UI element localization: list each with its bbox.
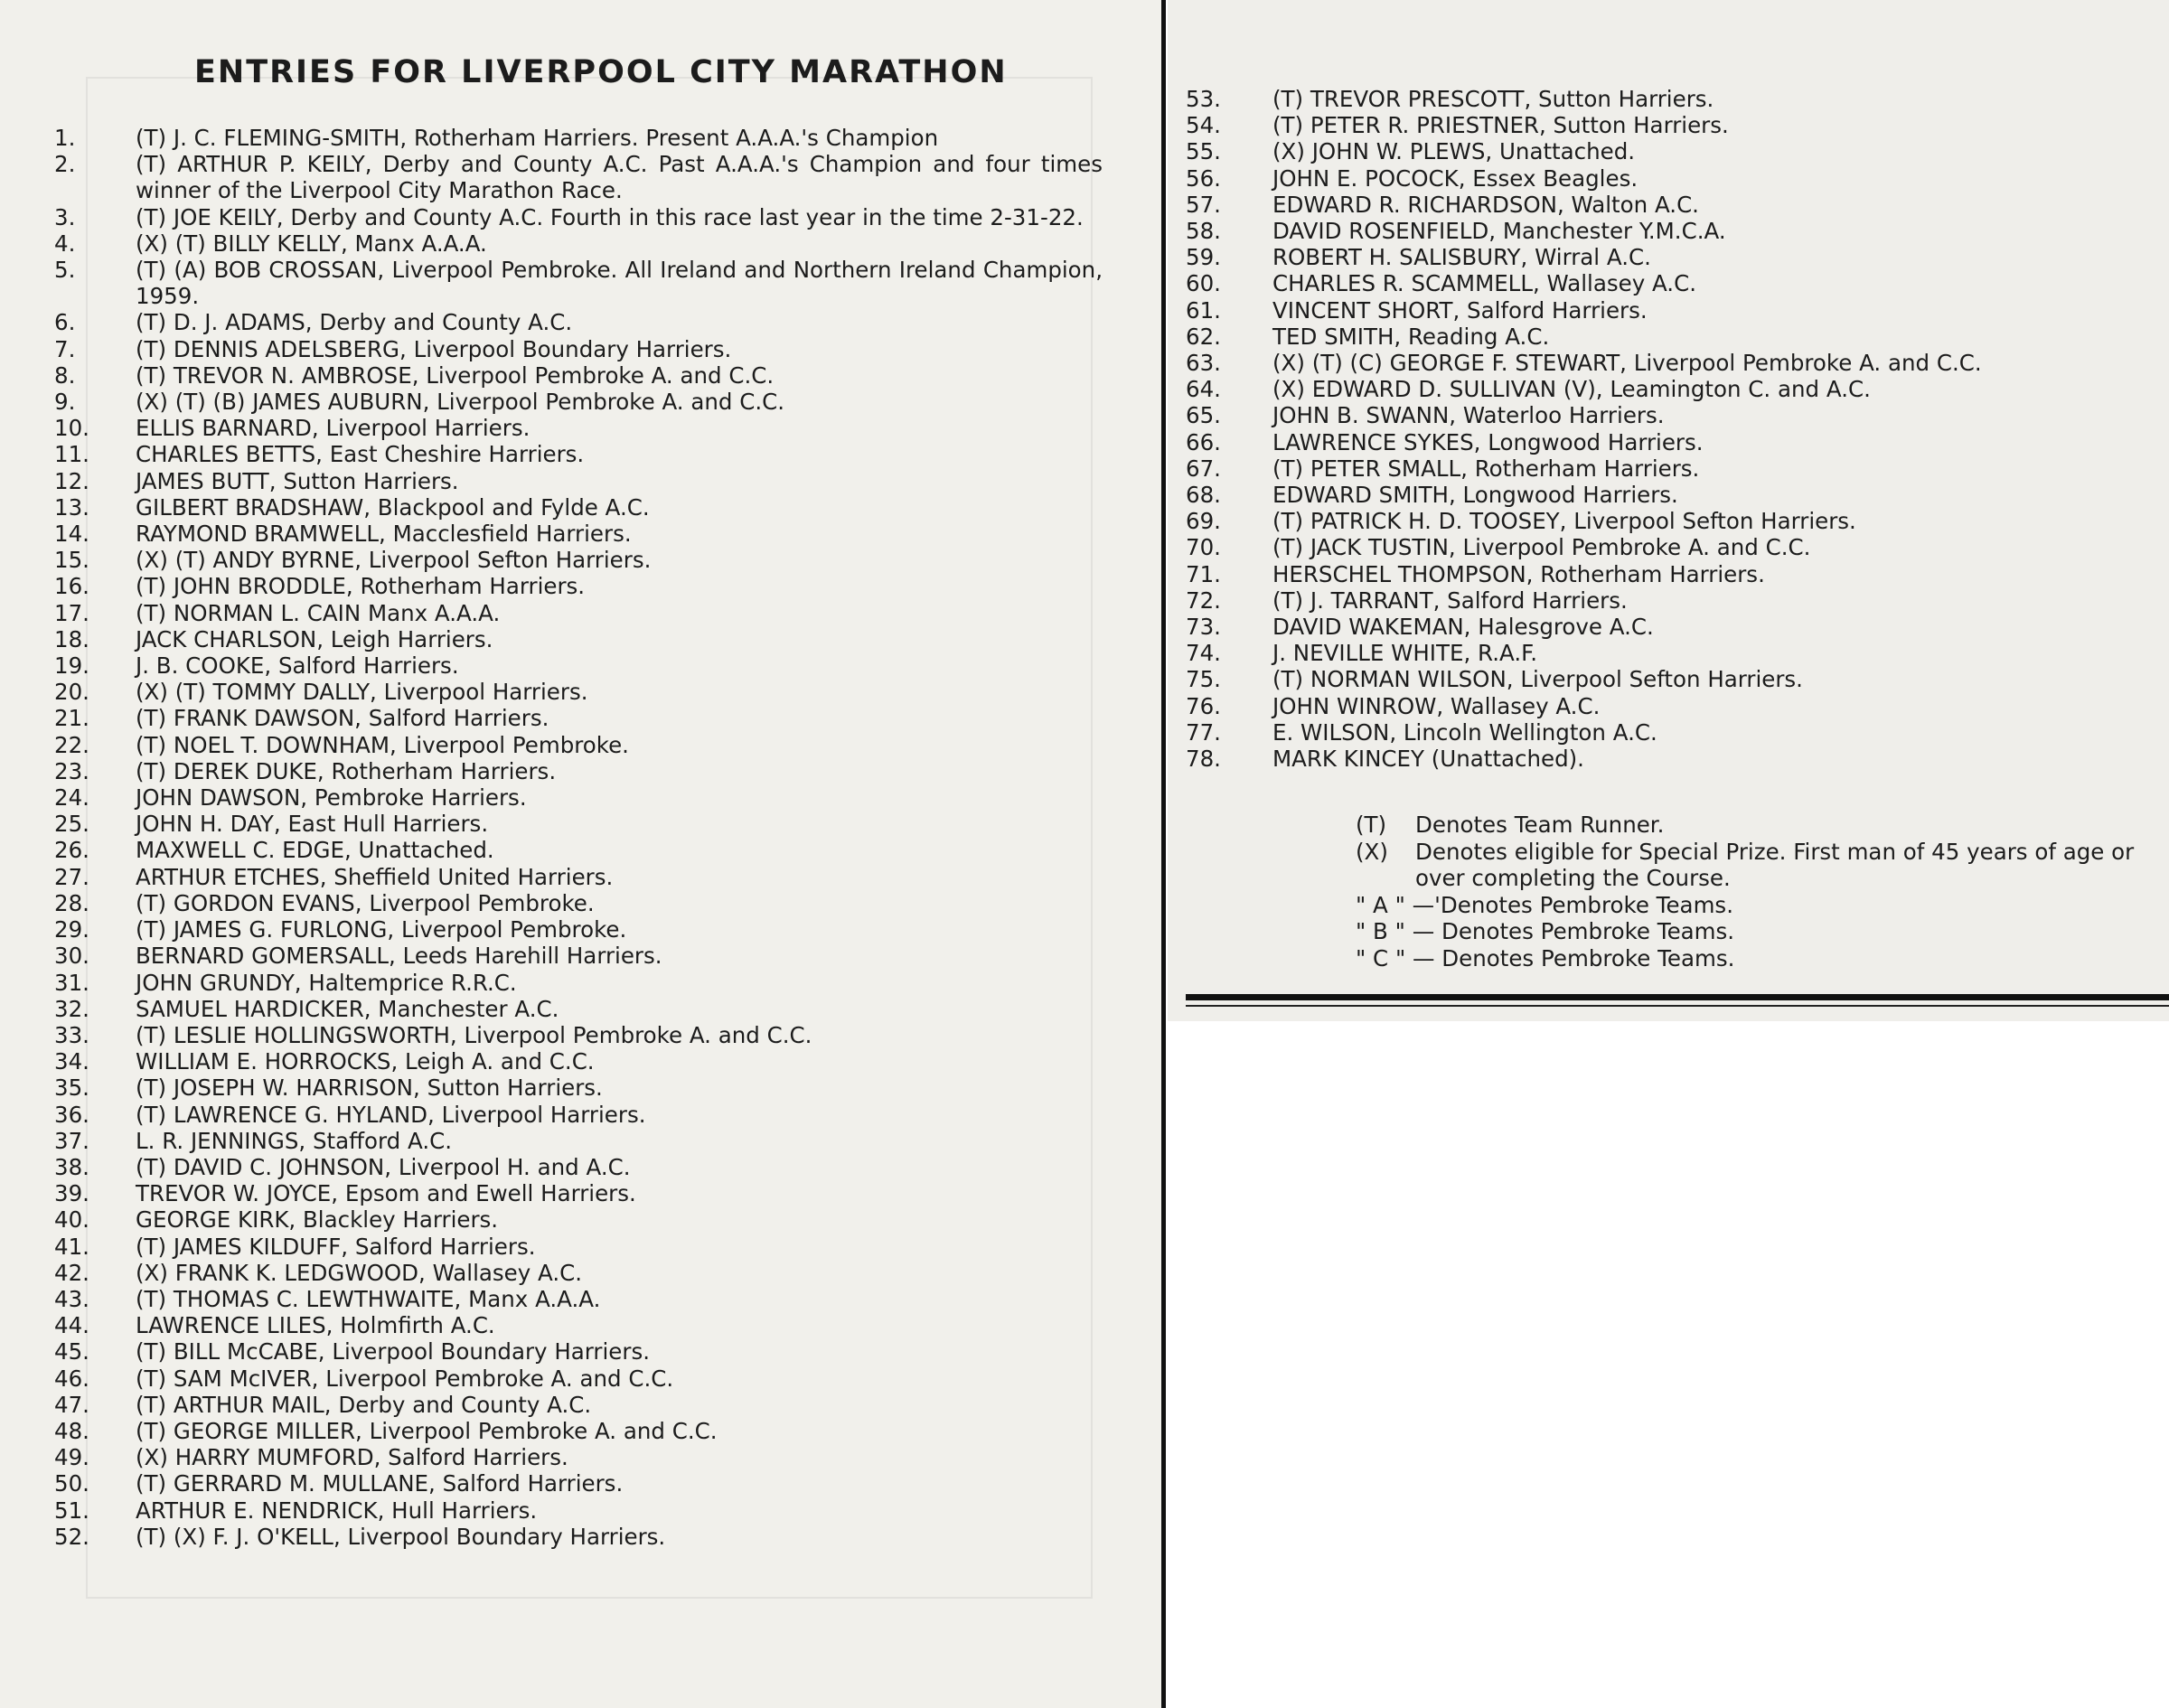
entry-row [54,415,1103,441]
entry-row [54,679,1103,705]
entry-row [1186,587,2162,614]
entry-text: (T) JAMES KILDUFF, Salford Harriers. [136,1233,536,1260]
entry-text: (T) LAWRENCE G. HYLAND, Liverpool Harriers. [136,1101,646,1128]
entry-number: 68. [1186,482,1221,509]
entry-row [54,1338,1103,1365]
entry-text: (T) D. J. ADAMS, Derby and County A.C. [136,309,573,336]
entry-text: (T) DEREK DUKE, Rotherham Harriers. [136,757,557,784]
entry-number: 30. [54,943,89,970]
legend-item-team [1356,812,2160,839]
entries-column-right [1186,86,2162,772]
entry-number: 56. [1186,164,1221,192]
entry-row [54,1365,1103,1392]
entry-text: JOHN DAWSON, Pembroke Harriers. [136,784,527,812]
entry-row [54,1312,1103,1338]
entry-number: 2. [54,151,76,178]
entry-row [54,1022,1103,1048]
entry-number: 63. [1186,350,1221,377]
entry-number: 8. [54,361,76,389]
entry-text: (T) TREVOR PRESCOTT, Sutton Harriers. [1272,86,1714,112]
entry-text: (T) NORMAN WILSON, Liverpool Sefton Harriers. [1272,666,1803,693]
entry-text: (T) ARTHUR P. KEILY, Derby and County A.C. Past A.A.A.'s Champion and four times winner of the Liverpool City Marathon Race. [136,151,1103,204]
entry-row [1186,508,2162,534]
entry-number: 11. [54,441,89,468]
entry-number: 13. [54,493,89,521]
entry-text: (X) (T) ANDY BYRNE, Liverpool Sefton Harriers. [136,547,652,574]
entry-text: (X) (T) (C) GEORGE F. STEWART, Liverpool Pembroke A. and C.C. [1272,350,1982,377]
entry-text: EDWARD SMITH, Longwood Harriers. [1272,482,1678,509]
entry-number: 48. [54,1417,89,1444]
entry-row [54,1524,1103,1550]
entry-number: 74. [1186,640,1221,667]
entry-text: JOHN WINROW, Wallasey A.C. [1272,692,1601,719]
entry-number: 39. [54,1180,89,1207]
entry-number: 18. [54,625,89,652]
entry-number: 22. [54,731,89,758]
entry-number: 15. [54,547,89,574]
entry-row [1186,666,2162,692]
entry-number: 31. [54,969,89,996]
entry-number: 54. [1186,112,1221,139]
entry-number: 44. [54,1312,89,1339]
entry-number: 12. [54,467,89,494]
entry-text: WILLIAM E. HORROCKS, Leigh A. and C.C. [136,1048,595,1075]
entry-number: 65. [1186,402,1221,429]
entry-number: 42. [54,1259,89,1286]
entry-number: 40. [54,1206,89,1234]
entry-number: 67. [1186,455,1221,482]
legend [1356,812,2160,972]
entry-text: (T) JOSEPH W. HARRISON, Sutton Harriers. [136,1075,603,1102]
entry-number: 3. [54,203,76,230]
entry-number: 10. [54,415,89,442]
entry-number: 37. [54,1127,89,1154]
entry-number: 19. [54,652,89,680]
entry-row [54,626,1103,652]
entry-row [1186,746,2162,772]
entry-number: 33. [54,1021,89,1048]
entry-row [1186,455,2162,482]
entry-row [54,309,1103,335]
entry-row [54,547,1103,573]
entry-number: 17. [54,599,89,626]
entry-number: 35. [54,1075,89,1102]
entry-number: 9. [54,389,76,416]
entry-number: 29. [54,916,89,943]
entry-row [54,758,1103,784]
entry-text: JOHN H. DAY, East Hull Harriers. [136,811,489,838]
entry-row [1186,350,2162,376]
entry-row [54,1470,1103,1497]
entry-text: CHARLES BETTS, East Cheshire Harriers. [136,441,585,468]
entry-number: 61. [1186,296,1221,324]
entry-row [1186,561,2162,587]
entry-number: 20. [54,679,89,706]
entry-number: 21. [54,705,89,732]
entry-number: 14. [54,521,89,548]
entry-text: (T) NORMAN L. CAIN Manx A.A.A. [136,599,501,626]
entry-number: 60. [1186,270,1221,297]
entry-row [54,784,1103,811]
entry-text: (T) ARTHUR MAIL, Derby and County A.C. [136,1391,592,1418]
entry-text: CHARLES R. SCAMMELL, Wallasey A.C. [1272,270,1696,297]
entry-number: 46. [54,1365,89,1392]
entry-text: ROBERT H. SALISBURY, Wirral A.C. [1272,244,1651,271]
entry-text: BERNARD GOMERSALL, Leeds Harehill Harriers. [136,943,662,970]
entry-text: SAMUEL HARDICKER, Manchester A.C. [136,995,559,1022]
entry-text: (X) FRANK K. LEDGWOOD, Wallasey A.C. [136,1259,583,1286]
entry-text: JOHN B. SWANN, Waterloo Harriers. [1272,402,1665,429]
entry-row [54,494,1103,521]
entry-number: 55. [1186,138,1221,165]
entry-row [54,705,1103,731]
entry-row [54,1075,1103,1101]
entry-number: 71. [1186,560,1221,587]
entry-text: (T) JAMES G. FURLONG, Liverpool Pembroke. [136,916,627,943]
entry-row [1186,112,2162,138]
entry-text: (X) EDWARD D. SULLIVAN (V), Leamington C. and A.C. [1272,376,1871,403]
entry-row [54,916,1103,943]
entry-text: (T) JOE KEILY, Derby and County A.C. Fourth in this race last year in the time 2-31-22. [136,203,1084,230]
entry-number: 49. [54,1444,89,1471]
entry-number: 25. [54,811,89,838]
entry-row [54,125,1103,151]
entry-row [54,864,1103,890]
entry-text: GILBERT BRADSHAW, Blackpool and Fylde A.C. [136,493,650,521]
entry-row [54,732,1103,758]
entry-number: 72. [1186,587,1221,614]
entry-text: (T) (A) BOB CROSSAN, Liverpool Pembroke. All Ireland and Northern Ireland Champion, 1959. [136,257,1103,310]
entry-row [54,1392,1103,1418]
entry-text: JACK CHARLSON, Leigh Harriers. [136,625,493,652]
entry-row [54,257,1103,309]
entry-row [54,573,1103,599]
entry-text: (T) PETER SMALL, Rotherham Harriers. [1272,455,1700,482]
entry-row [54,996,1103,1022]
entry-number: 34. [54,1048,89,1075]
entry-text: ELLIS BARNARD, Liverpool Harriers. [136,415,531,442]
entry-text: DAVID WAKEMAN, Halesgrove A.C. [1272,614,1654,641]
entry-row [54,652,1103,679]
entry-text: JOHN E. POCOCK, Essex Beagles. [1272,164,1638,192]
entry-text: DAVID ROSENFIELD, Manchester Y.M.C.A. [1272,218,1726,245]
entry-text: J. B. COOKE, Salford Harriers. [136,652,459,680]
entry-text: (X) HARRY MUMFORD, Salford Harriers. [136,1444,568,1471]
entry-text: (T) GERRARD M. MULLANE, Salford Harriers. [136,1470,624,1497]
legend-text: Denotes Team Runner. [1415,812,1665,838]
entry-number: 62. [1186,323,1221,350]
entry-number: 47. [54,1391,89,1418]
entry-row [1186,693,2162,719]
entry-number: 7. [54,335,76,362]
entry-row [1186,165,2162,192]
entry-text: HERSCHEL THOMPSON, Rotherham Harriers. [1272,560,1765,587]
entry-text: (X) JOHN W. PLEWS, Unattached. [1272,138,1636,165]
entry-text: ARTHUR ETCHES, Sheffield United Harriers. [136,863,614,890]
entry-text: (T) PATRICK H. D. TOOSEY, Liverpool Sefton Harriers. [1272,508,1856,535]
entry-row [54,1418,1103,1444]
entry-row [54,1180,1103,1206]
entry-number: 45. [54,1338,89,1365]
entry-number: 50. [54,1470,89,1497]
entry-text: (T) GEORGE MILLER, Liverpool Pembroke A. and C.C. [136,1417,718,1444]
entry-text: TREVOR W. JOYCE, Epsom and Ewell Harriers. [136,1180,636,1207]
legend-item-b: " B " — Denotes Pembroke Teams. [1356,918,1735,945]
entry-number: 75. [1186,666,1221,693]
entry-number: 5. [54,257,76,284]
entry-text: JAMES BUTT, Sutton Harriers. [136,467,459,494]
entry-text: MARK KINCEY (Unattached). [1272,746,1584,773]
entry-number: 70. [1186,534,1221,561]
entry-text: (T) FRANK DAWSON, Salford Harriers. [136,705,549,732]
entry-text: (T) LESLIE HOLLINGSWORTH, Liverpool Pembroke A. and C.C. [136,1021,812,1048]
entry-row [54,1102,1103,1128]
entry-text: (T) JACK TUSTIN, Liverpool Pembroke A. and C.C. [1272,534,1811,561]
entry-row [1186,376,2162,402]
entry-number: 77. [1186,718,1221,746]
entry-row [1186,218,2162,244]
entry-number: 38. [54,1153,89,1180]
entry-row [54,1497,1103,1524]
entry-row [1186,534,2162,560]
entry-row [1186,614,2162,640]
entry-number: 52. [54,1523,89,1550]
entry-text: (T) GORDON EVANS, Liverpool Pembroke. [136,889,595,916]
entry-row [54,1234,1103,1260]
entry-row [54,389,1103,415]
entry-text: (T) (X) F. J. O'KELL, Liverpool Boundary Harriers. [136,1523,666,1550]
entry-row [54,600,1103,626]
entry-number: 51. [54,1497,89,1524]
entry-text: (X) (T) TOMMY DALLY, Liverpool Harriers. [136,679,588,706]
entry-row [1186,192,2162,218]
entry-row [54,151,1103,203]
entry-text: (T) J. C. FLEMING-SMITH, Rotherham Harriers. Present A.A.A.'s Champion [136,125,939,151]
entry-row [54,204,1103,230]
entry-text: (T) NOEL T. DOWNHAM, Liverpool Pembroke. [136,731,629,758]
entry-text: LAWRENCE SYKES, Longwood Harriers. [1272,428,1704,455]
entry-number: 23. [54,757,89,784]
legend-text: Denotes eligible for Special Prize. First man of 45 years of age or over completing the Course. [1415,838,2135,892]
entry-number: 41. [54,1233,89,1260]
entry-row [54,441,1103,467]
entry-row [54,837,1103,863]
legend-item-a: " A " —'Denotes Pembroke Teams. [1356,891,1733,918]
entry-text: (T) SAM McIVER, Liverpool Pembroke A. and C.C. [136,1365,674,1392]
entry-row [1186,324,2162,350]
entry-row [54,336,1103,362]
entry-text: GEORGE KIRK, Blackley Harriers. [136,1206,499,1234]
entry-row [1186,429,2162,455]
entry-row [54,521,1103,547]
entry-text: LAWRENCE LILES, Holmfirth A.C. [136,1312,495,1339]
entry-text: RAYMOND BRAMWELL, Macclesfield Harriers. [136,521,632,548]
entry-text: (X) (T) (B) JAMES AUBURN, Liverpool Pembroke A. and C.C. [136,389,785,416]
entry-row [54,811,1103,837]
entry-row [54,1260,1103,1286]
legend-item-special-prize [1356,839,2160,892]
entry-text: (T) BILL McCABE, Liverpool Boundary Harriers. [136,1338,650,1365]
entry-text: (T) THOMAS C. LEWTHWAITE, Manx A.A.A. [136,1285,601,1312]
entry-number: 36. [54,1101,89,1128]
entry-number: 73. [1186,614,1221,641]
entry-text: (X) (T) BILLY KELLY, Manx A.A.A. [136,230,487,257]
entry-row [54,468,1103,494]
entry-number: 76. [1186,692,1221,719]
entry-row [54,1048,1103,1075]
entry-text: (T) DAVID C. JOHNSON, Liverpool H. and A.C. [136,1153,631,1180]
entry-row [54,362,1103,389]
entry-text: TED SMITH, Reading A.C. [1272,323,1550,350]
entry-number: 69. [1186,508,1221,535]
entry-number: 59. [1186,244,1221,271]
entry-number: 6. [54,309,76,336]
entry-text: (T) J. TARRANT, Salford Harriers. [1272,587,1628,614]
entry-text: JOHN GRUNDY, Haltemprice R.R.C. [136,969,517,996]
entry-row [1186,482,2162,508]
legend-key: (X) [1356,838,1388,865]
entry-number: 24. [54,784,89,812]
entry-number: 57. [1186,191,1221,218]
entry-row [1186,402,2162,428]
entry-number: 16. [54,573,89,600]
entry-number: 53. [1186,86,1221,112]
entry-text: E. WILSON, Lincoln Wellington A.C. [1272,718,1657,746]
entry-number: 28. [54,889,89,916]
entry-text: (T) DENNIS ADELSBERG, Liverpool Boundary Harriers. [136,335,732,362]
legend-key: (T) [1356,812,1387,838]
entry-number: 64. [1186,376,1221,403]
entry-row [54,1154,1103,1180]
entry-number: 26. [54,837,89,864]
bottom-rule-thin [1186,1005,2169,1007]
entry-row [54,1286,1103,1312]
entry-number: 27. [54,863,89,890]
entry-row [1186,270,2162,296]
entry-text: (T) PETER R. PRIESTNER, Sutton Harriers. [1272,112,1729,139]
entry-text: ARTHUR E. NENDRICK, Hull Harriers. [136,1497,538,1524]
entry-number: 1. [54,125,76,151]
entry-number: 58. [1186,218,1221,245]
entry-text: (T) JOHN BRODDLE, Rotherham Harriers. [136,573,586,600]
entry-number: 66. [1186,428,1221,455]
legend-item-c: " C " — Denotes Pembroke Teams. [1356,944,1735,971]
entry-text: L. R. JENNINGS, Stafford A.C. [136,1127,453,1154]
entry-row [1186,297,2162,324]
entries-column-left [54,125,1103,1550]
bottom-rule-thick [1186,994,2169,1000]
entry-text: J. NEVILLE WHITE, R.A.F. [1272,640,1538,667]
entry-number: 32. [54,995,89,1022]
entry-text: (T) TREVOR N. AMBROSE, Liverpool Pembroke A. and C.C. [136,361,775,389]
page-title: ENTRIES FOR LIVERPOOL CITY MARATHON [194,54,1008,90]
entry-row [1186,719,2162,746]
entry-row [54,1128,1103,1154]
entry-row [54,1444,1103,1470]
entry-row [1186,138,2162,164]
entry-row [54,943,1103,969]
entry-text: VINCENT SHORT, Salford Harriers. [1272,296,1648,324]
entry-row [54,970,1103,996]
entry-row [1186,244,2162,270]
entry-number: 78. [1186,746,1221,773]
entry-text: MAXWELL C. EDGE, Unattached. [136,837,494,864]
entry-row [54,890,1103,916]
entry-row [54,230,1103,257]
entry-row [54,1206,1103,1233]
entry-row [1186,640,2162,666]
entry-number: 4. [54,230,76,257]
entry-text: EDWARD R. RICHARDSON, Walton A.C. [1272,191,1699,218]
entry-row [1186,86,2162,112]
entry-number: 43. [54,1285,89,1312]
